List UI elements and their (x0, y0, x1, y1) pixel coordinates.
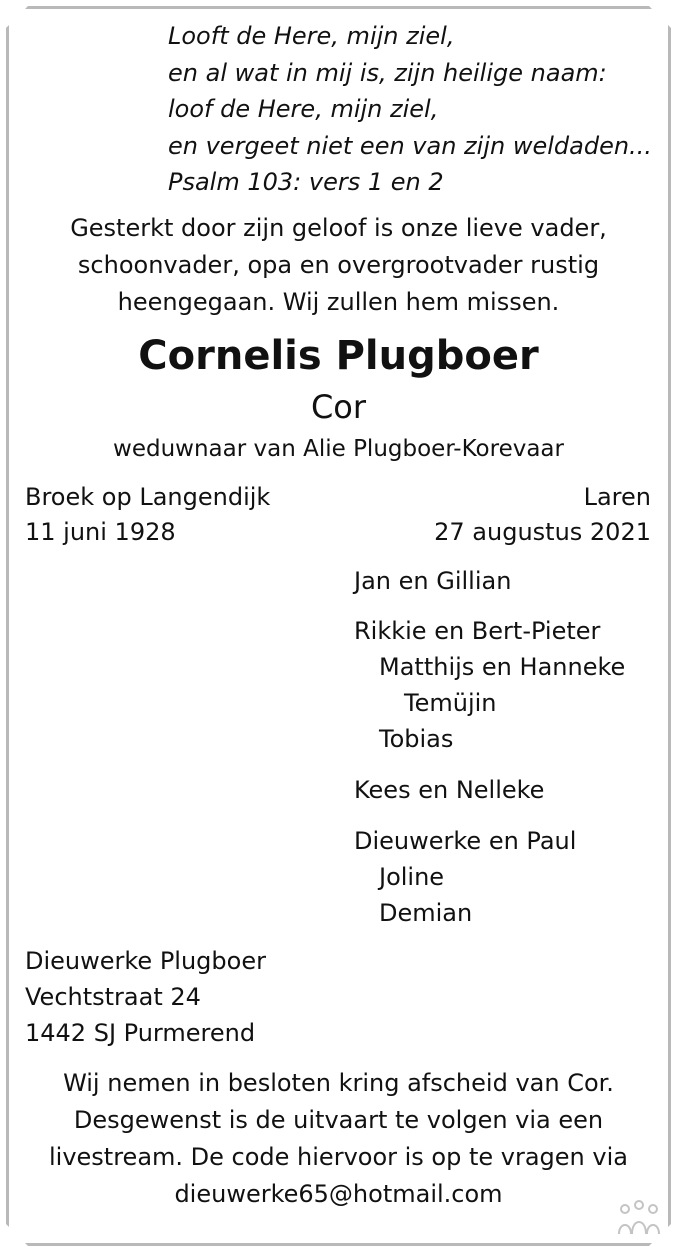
deceased-nickname: Cor (310, 388, 367, 426)
correspondence-street: Vechtstraat 24 (25, 983, 201, 1011)
poem-line: Looft de Here, mijn ziel, (168, 22, 455, 50)
poem-line: en vergeet niet een van zijn weldaden... (168, 131, 652, 160)
birth-date: 11 juni 1928 (25, 518, 176, 546)
family-member: Dieuwerke en Paul (354, 827, 577, 855)
intro-line: Gesterkt door zijn geloof is onze lieve vader, (70, 214, 607, 242)
intro-line: heengegaan. Wij zullen hem missen. (117, 288, 560, 316)
intro-text (0, 210, 677, 321)
grandchild: Tobias (379, 725, 454, 753)
birth-place: Broek op Langendijk (25, 483, 271, 511)
people-logo-icon (616, 1196, 662, 1240)
notice-line: Wij nemen in besloten kring afscheid van Cor. (63, 1069, 614, 1097)
family-member: Jan en Gillian (354, 567, 512, 595)
intro-line: schoonvader, opa en overgrootvader rustig (77, 251, 600, 279)
poem-reference: Psalm 103: vers 1 en 2 (168, 168, 444, 196)
poem-line: en al wat in mij is, zijn heilige naam: (168, 58, 607, 87)
psalm-quote (168, 18, 652, 201)
notice-line: Desgewenst is de uitvaart te volgen via een (73, 1106, 604, 1134)
correspondence-name: Dieuwerke Plugboer (25, 947, 266, 975)
grandchild: Joline (379, 863, 445, 891)
funeral-notice (0, 1065, 677, 1213)
contact-email: dieuwerke65@hotmail.com (174, 1180, 503, 1208)
deceased-name: Cornelis Plugboer (138, 333, 539, 379)
grandchild: Matthijs en Hanneke (379, 653, 626, 681)
notice-line: livestream. De code hiervoor is op te vragen via (49, 1143, 628, 1171)
family-member: Kees en Nelleke (354, 776, 545, 804)
great-grandchild: Temüjin (404, 689, 497, 717)
correspondence-city: 1442 SJ Purmerend (25, 1019, 256, 1047)
family-member: Rikkie en Bert-Pieter (354, 617, 601, 645)
death-date: 27 augustus 2021 (434, 518, 651, 546)
poem-line: loof de Here, mijn ziel, (168, 95, 439, 123)
death-place: Laren (583, 483, 651, 511)
widower-line: weduwnaar van Alie Plugboer-Korevaar (113, 436, 564, 462)
grandchild: Demian (379, 899, 473, 927)
